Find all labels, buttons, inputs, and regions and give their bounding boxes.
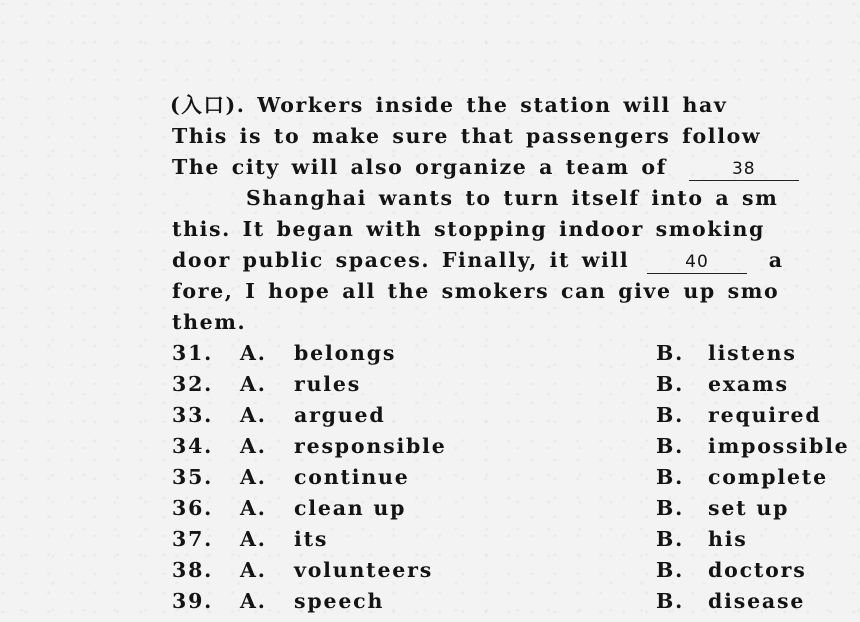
- blank-40[interactable]: 40: [647, 251, 747, 274]
- option-a-label[interactable]: A.: [240, 465, 267, 489]
- passage-line: [172, 309, 860, 335]
- option-b-label[interactable]: B.: [656, 465, 685, 489]
- option-b-label[interactable]: B.: [656, 558, 685, 582]
- option-b-label[interactable]: B.: [656, 496, 685, 520]
- option-a-label[interactable]: A.: [240, 558, 267, 582]
- passage-line: [172, 247, 860, 274]
- option-a-label[interactable]: A.: [240, 589, 267, 613]
- passage-text: this. It began with stopping indoor smoking: [172, 217, 765, 241]
- passage-line: [172, 123, 860, 149]
- option-b-text[interactable]: set up: [708, 496, 790, 520]
- option-b-label[interactable]: B.: [656, 434, 685, 458]
- passage-text: them.: [172, 310, 247, 334]
- passage-text: a: [768, 248, 784, 272]
- option-a-label[interactable]: A.: [240, 434, 267, 458]
- option-a-text[interactable]: speech: [294, 589, 385, 613]
- option-b-text[interactable]: complete: [708, 465, 828, 489]
- passage-text: This is to make sure that passengers follow: [172, 124, 762, 148]
- option-b-text[interactable]: exams: [708, 372, 789, 396]
- passage-text: (入口). Workers inside the station will hav: [170, 93, 728, 117]
- option-a-text[interactable]: rules: [294, 372, 362, 396]
- option-a-label[interactable]: A.: [240, 527, 267, 551]
- option-a-text[interactable]: belongs: [294, 341, 397, 365]
- blank-38[interactable]: 38: [689, 158, 799, 181]
- option-b-label[interactable]: B.: [656, 403, 685, 427]
- option-b-text[interactable]: required: [708, 403, 822, 427]
- option-a-text[interactable]: clean up: [294, 496, 407, 520]
- option-b-label[interactable]: B.: [656, 341, 685, 365]
- option-a-text[interactable]: responsible: [294, 434, 447, 458]
- question-number: 35.: [172, 465, 214, 489]
- option-b-text[interactable]: disease: [708, 589, 806, 613]
- passage-text: The city will also organize a team of: [172, 155, 668, 179]
- option-b-text[interactable]: doctors: [708, 558, 807, 582]
- question-number: 34.: [172, 434, 214, 458]
- option-a-text[interactable]: continue: [294, 465, 410, 489]
- passage-text: door public spaces. Finally, it will: [172, 248, 630, 272]
- option-a-label[interactable]: A.: [240, 341, 267, 365]
- question-number: 33.: [172, 403, 214, 427]
- question-number: 36.: [172, 496, 214, 520]
- question-number: 32.: [172, 372, 214, 396]
- question-number: 37.: [172, 527, 214, 551]
- passage-text: fore, I hope all the smokers can give up smo: [172, 279, 780, 303]
- passage-line: [172, 154, 860, 181]
- passage-line: [246, 185, 860, 211]
- option-b-label[interactable]: B.: [656, 372, 685, 396]
- question-number: 31.: [172, 341, 214, 365]
- question-number: 39.: [172, 589, 214, 613]
- option-b-label[interactable]: B.: [656, 527, 685, 551]
- option-a-text[interactable]: its: [294, 527, 329, 551]
- passage-text: Shanghai wants to turn itself into a sm: [246, 186, 779, 210]
- option-b-text[interactable]: impossible: [708, 434, 850, 458]
- option-b-text[interactable]: his: [708, 527, 748, 551]
- option-a-label[interactable]: A.: [240, 496, 267, 520]
- passage-line: [172, 278, 860, 304]
- option-a-label[interactable]: A.: [240, 372, 267, 396]
- option-a-label[interactable]: A.: [240, 403, 267, 427]
- passage-line: [172, 216, 860, 242]
- option-a-text[interactable]: volunteers: [294, 558, 434, 582]
- option-b-label[interactable]: B.: [656, 589, 685, 613]
- passage-line: [170, 92, 860, 118]
- question-number: 38.: [172, 558, 214, 582]
- option-b-text[interactable]: listens: [708, 341, 797, 365]
- option-a-text[interactable]: argued: [294, 403, 386, 427]
